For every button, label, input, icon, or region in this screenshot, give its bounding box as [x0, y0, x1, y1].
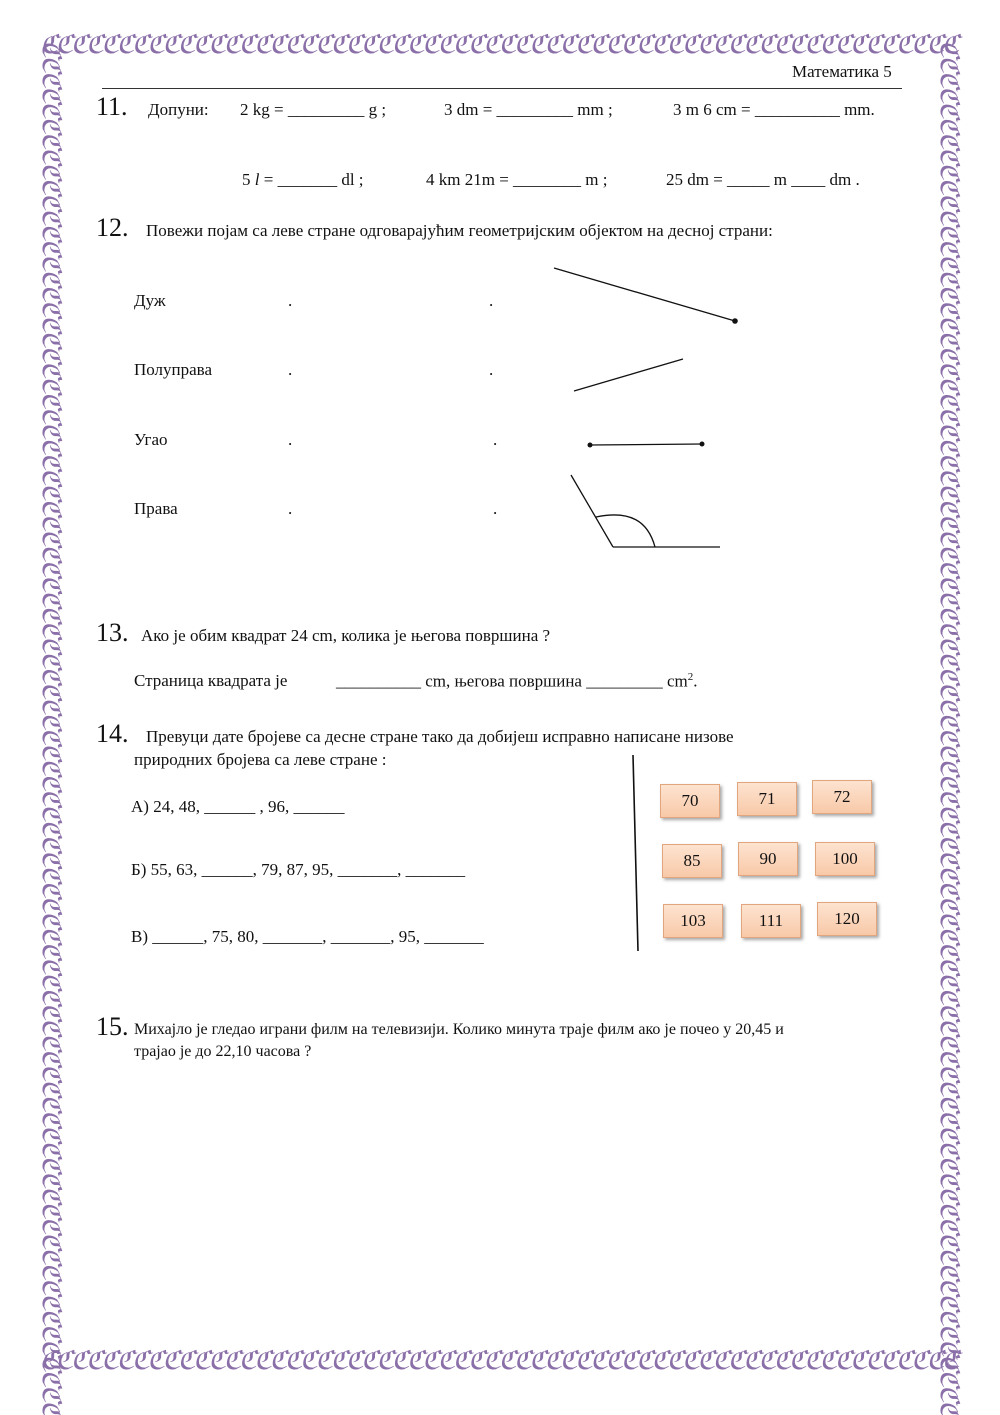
q12-number: 12. [96, 213, 129, 242]
q15-line2: трајао је до 22,10 часова ? [134, 1043, 312, 1060]
q14-number: 14. [96, 719, 129, 748]
q15-line1: Михајло је гледао играни филм на телевизији. Колико минута траје филм ако је почео у 20,45 и [134, 1021, 784, 1038]
q11-item-25dm[interactable]: 25 dm = _____ m ____ dm . [666, 170, 860, 189]
tile-100[interactable]: 100 [815, 842, 875, 876]
q12-text: Повежи појам са леве стране одговарајућим геометријским објектом на десној страни: [146, 221, 773, 240]
q11-item-dm[interactable]: 3 dm = _________ mm ; [444, 100, 613, 119]
q11-label: Допуни: [148, 100, 209, 119]
q11-item-km[interactable]: 4 km 21m = ________ m ; [426, 170, 608, 189]
q14-row-b[interactable]: Б) 55, 63, ______, 79, 87, 95, _______, _______ [131, 860, 466, 879]
ray-shape [554, 268, 738, 324]
tile-103[interactable]: 103 [663, 904, 723, 938]
q13-text: Ако је обим квадрат 24 cm, колика је његова површина ? [141, 626, 551, 645]
tile-71[interactable]: 71 [737, 782, 797, 816]
border-bottom: ℭℭℭℭℭℭℭℭℭℭℭℭℭℭℭℭℭℭℭℭℭℭℭℭℭℭℭℭℭℭℭℭℭℭℭℭℭℭℭℭℭℭℭℭℭℭℭℭℭℭℭℭℭℭℭℭℭℭℭℭ [40, 1346, 957, 1376]
tile-70[interactable]: 70 [660, 784, 720, 818]
tile-85[interactable]: 85 [662, 844, 722, 878]
q12-term-line[interactable]: Права [134, 499, 178, 518]
angle-shape [571, 475, 720, 547]
q12-dot-left-4[interactable]: . [288, 499, 293, 518]
q13-answer-end: . [693, 671, 698, 691]
q12-dot-right-2[interactable]: . [489, 360, 494, 379]
tile-111[interactable]: 111 [741, 904, 801, 938]
q11-item-l[interactable] [242, 170, 364, 190]
q14-text-line2: природних бројева са леве стране : [134, 750, 387, 769]
tile-72[interactable]: 72 [812, 780, 872, 814]
q11-item-m-cm[interactable]: 3 m 6 cm = __________ mm. [673, 100, 875, 119]
q12-term-ray[interactable]: Полуправа [134, 360, 213, 379]
segment-shape [588, 442, 705, 448]
q14-row-v[interactable]: В) ______, 75, 80, _______, _______, 95, _______ [131, 927, 484, 946]
border-top: ℭℭℭℭℭℭℭℭℭℭℭℭℭℭℭℭℭℭℭℭℭℭℭℭℭℭℭℭℭℭℭℭℭℭℭℭℭℭℭℭℭℭℭℭℭℭℭℭℭℭℭℭℭℭℭℭℭℭℭℭ [40, 30, 957, 60]
q12-dot-left-2[interactable]: . [288, 360, 293, 379]
border-left: ℭℭℭℭℭℭℭℭℭℭℭℭℭℭℭℭℭℭℭℭℭℭℭℭℭℭℭℭℭℭℭℭℭℭℭℭℭℭℭℭℭℭℭℭℭℭℭℭℭℭℭℭℭℭℭℭℭℭℭℭℭℭℭℭℭℭℭℭℭℭℭℭℭℭℭℭℭℭℭℭℭℭℭℭℭℭℭℭℭℭ [36, 40, 66, 1415]
q12-dot-right-4[interactable]: . [493, 499, 498, 518]
q14-row-a[interactable]: А) 24, 48, ______ , 96, ______ [131, 797, 345, 816]
q12-term-segment[interactable]: Дуж [134, 291, 166, 310]
q11-item-l-num: 5 [242, 170, 251, 189]
q11-item-l-unit: l [254, 170, 260, 189]
q12-shapes [540, 255, 740, 560]
tile-90[interactable]: 90 [738, 842, 798, 876]
q12-dot-right-3[interactable]: . [493, 430, 498, 449]
q14-text-line1: Превуци дате бројеве са десне стране тако да добијеш исправно написане низове [146, 727, 734, 746]
tile-120[interactable]: 120 [817, 902, 877, 936]
q12-dot-left-1[interactable]: . [288, 291, 293, 310]
line-shape [574, 359, 683, 391]
q12-dot-left-3[interactable]: . [288, 430, 293, 449]
q11-number: 11. [96, 92, 128, 121]
q12-dot-right-1[interactable]: . [489, 291, 494, 310]
q13-number: 13. [96, 618, 129, 647]
q11-item-l-rest: = _______ dl ; [259, 170, 364, 189]
q12-term-angle[interactable]: Угао [134, 430, 168, 449]
q15-number: 15. [96, 1012, 129, 1041]
q14-divider [630, 755, 642, 955]
q11-item-kg[interactable]: 2 kg = _________ g ; [240, 100, 387, 119]
subject-header: Математика 5 [792, 62, 892, 81]
header-divider [102, 88, 902, 89]
q13-answer-start: Страница квадрата је [134, 671, 288, 690]
border-right: ℭℭℭℭℭℭℭℭℭℭℭℭℭℭℭℭℭℭℭℭℭℭℭℭℭℭℭℭℭℭℭℭℭℭℭℭℭℭℭℭℭℭℭℭℭℭℭℭℭℭℭℭℭℭℭℭℭℭℭℭℭℭℭℭℭℭℭℭℭℭℭℭℭℭℭℭℭℭℭℭℭℭℭℭℭℭℭℭℭℭ [934, 40, 964, 1415]
q13-answer-sup: 2 [687, 671, 694, 683]
q13-answer-mid: __________ cm, његова површина _________ cm [336, 671, 688, 691]
q13-answer-fill[interactable] [336, 671, 697, 692]
